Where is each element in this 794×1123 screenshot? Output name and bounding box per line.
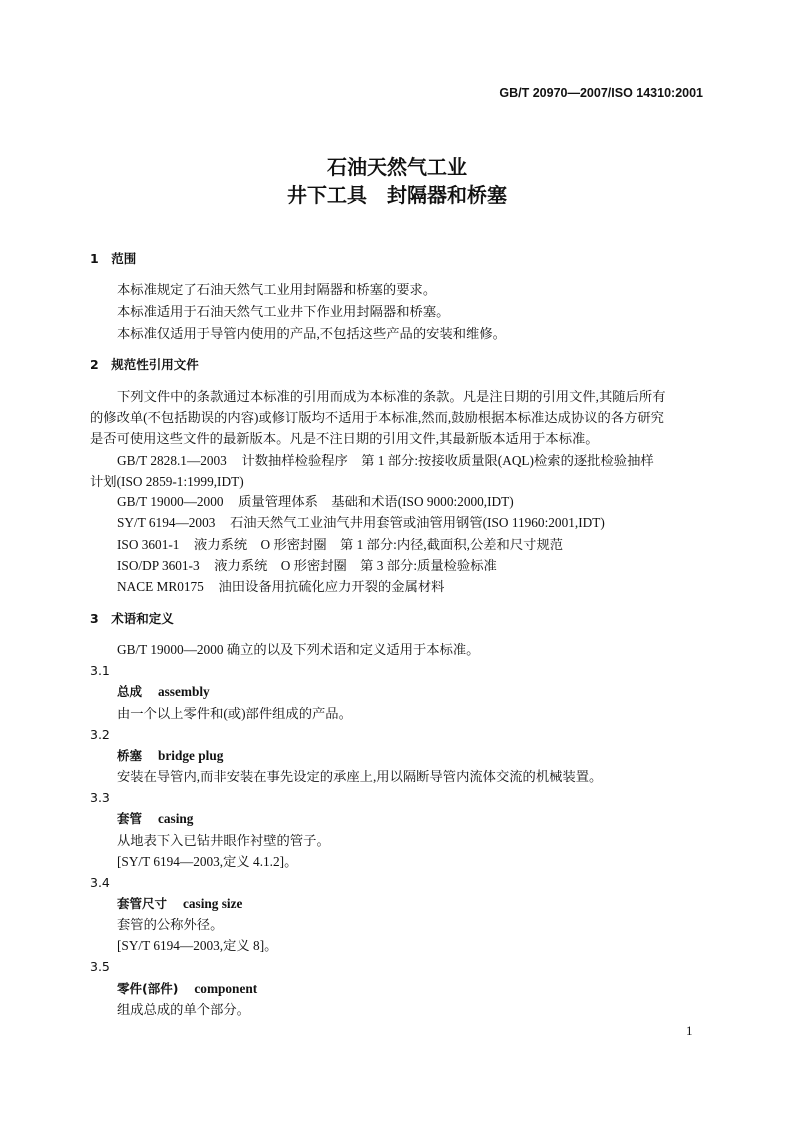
section-number: 3 (90, 611, 99, 626)
document-title-line-1: 石油天然气工业 (327, 155, 467, 179)
section-number: 1 (90, 251, 99, 266)
term-english: casing size (182, 896, 243, 911)
clause-number: 3.2 (90, 727, 110, 742)
section-heading-terms-and-definitions (90, 611, 174, 627)
term-entry (117, 811, 193, 827)
clause-number: 3.5 (90, 959, 110, 974)
references-intro-line: 下列文件中的条款通过本标准的引用而成为本标准的条款。凡是注日期的引用文件,其随后所有 (117, 389, 666, 404)
term-chinese: 套管 (117, 811, 143, 826)
reference-item (117, 558, 497, 574)
references-intro-line: 是否可使用这些文件的最新版本。凡是不注日期的引用文件,其最新版本适用于本标准。 (90, 431, 599, 446)
term-chinese: 套管尺寸 (117, 896, 168, 911)
reference-title: 液力系统 O 形密封圈 第 1 部分:内径,截面积,公差和尺寸规范 (194, 537, 564, 552)
terms-intro: GB/T 19000—2000 确立的以及下列术语和定义适用于本标准。 (117, 642, 480, 657)
reference-item (117, 537, 563, 553)
reference-code: ISO 3601-1 (117, 537, 180, 552)
term-english: component (194, 981, 258, 996)
reference-code: NACE MR0175 (117, 579, 204, 594)
reference-title: 液力系统 O 形密封圈 第 3 部分:质量检验标准 (214, 558, 497, 573)
section-title: 术语和定义 (111, 611, 174, 626)
term-chinese: 桥塞 (117, 748, 143, 763)
term-source: [SY/T 6194—2003,定义 8]。 (117, 938, 278, 953)
term-definition: 由一个以上零件和(或)部件组成的产品。 (117, 706, 352, 721)
clause-number: 3.3 (90, 790, 110, 805)
term-definition: 安装在导管内,而非安装在事先设定的承座上,用以隔断导管内流体交流的机械装置。 (117, 769, 603, 784)
term-chinese: 总成 (117, 684, 143, 699)
term-english: assembly (157, 684, 210, 699)
term-entry (117, 896, 242, 912)
references-intro-line: 的修改单(不包括勘误的内容)或修订版均不适用于本标准,然而,鼓励根据本标准达成协议的各方研究 (90, 410, 664, 425)
reference-code: ISO/DP 3601-3 (117, 558, 200, 573)
clause-number: 3.4 (90, 875, 110, 890)
clause-number: 3.1 (90, 663, 110, 678)
page-number: 1 (686, 1023, 693, 1038)
reference-code: SY/T 6194—2003 (117, 515, 216, 530)
term-english: bridge plug (157, 748, 224, 763)
reference-title: 石油天然气工业油气井用套管或油管用钢管(ISO 11960:2001,IDT) (230, 515, 605, 530)
scope-paragraph: 本标准规定了石油天然气工业用封隔器和桥塞的要求。 (117, 282, 437, 297)
reference-code: GB/T 19000—2000 (117, 494, 224, 509)
reference-code: GB/T 2828.1—2003 (117, 453, 227, 468)
reference-title-continuation: 计划(ISO 2859-1:1999,IDT) (90, 474, 244, 489)
term-entry (117, 981, 257, 997)
reference-item (117, 494, 514, 510)
standard-code-header: GB/T 20970—2007/ISO 14310:2001 (499, 86, 703, 100)
scope-paragraph: 本标准适用于石油天然气工业井下作业用封隔器和桥塞。 (117, 304, 450, 319)
reference-title: 计数抽样检验程序 第 1 部分:按接收质量限(AQL)检索的逐批检验抽样 (241, 453, 654, 468)
term-entry (117, 748, 223, 764)
document-title-line-2: 井下工具 封隔器和桥塞 (287, 183, 507, 207)
term-definition: 从地表下入已钻井眼作衬壁的管子。 (117, 833, 330, 848)
reference-item (117, 453, 654, 469)
section-title: 规范性引用文件 (111, 357, 199, 372)
reference-title: 油田设备用抗硫化应力开裂的金属材料 (218, 579, 445, 594)
reference-title: 质量管理体系 基础和术语(ISO 9000:2000,IDT) (238, 494, 514, 509)
section-title: 范围 (111, 251, 137, 266)
term-entry (117, 684, 210, 700)
section-heading-scope (90, 251, 136, 267)
scope-paragraph: 本标准仅适用于导管内使用的产品,不包括这些产品的安装和维修。 (117, 326, 506, 341)
section-number: 2 (90, 357, 99, 372)
reference-item (117, 579, 444, 595)
term-definition: 套管的公称外径。 (117, 917, 224, 932)
term-definition: 组成总成的单个部分。 (117, 1002, 250, 1017)
term-source: [SY/T 6194—2003,定义 4.1.2]。 (117, 854, 298, 869)
reference-item (117, 515, 605, 531)
section-heading-normative-references (90, 357, 199, 373)
term-chinese: 零件(部件) (117, 981, 179, 996)
term-english: casing (157, 811, 194, 826)
